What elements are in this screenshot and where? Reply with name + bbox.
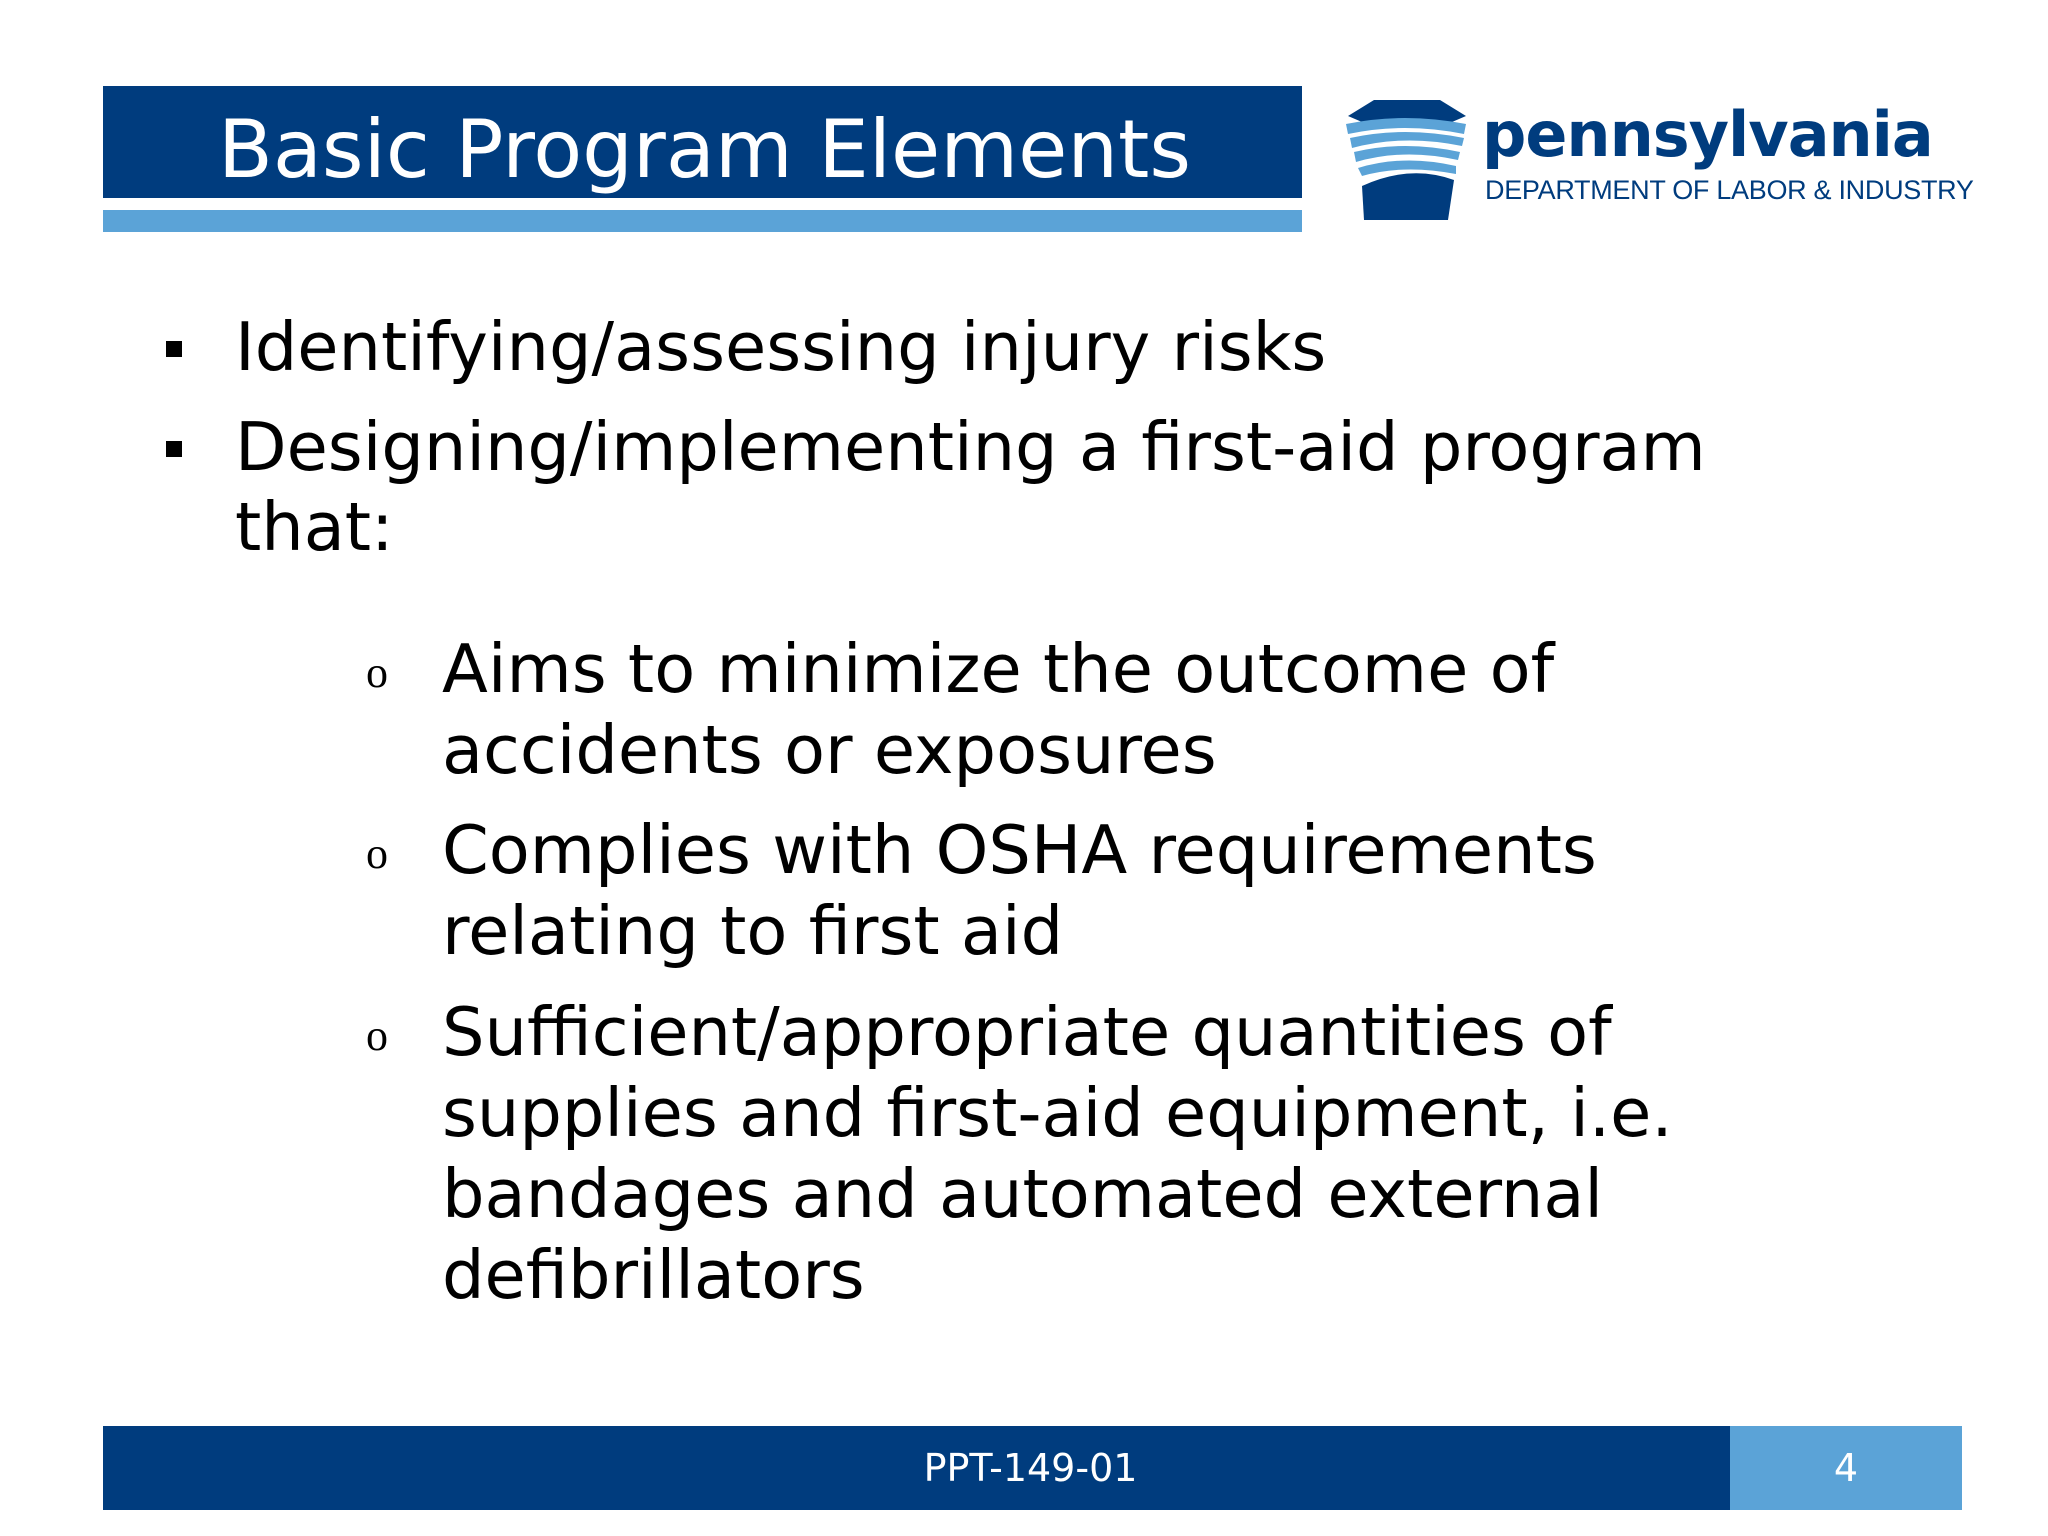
sub-bullet-text: supplies and first-aid equipment, i.e. (442, 1074, 1673, 1152)
square-bullet-icon (166, 441, 182, 457)
sub-bullet-text: Complies with OSHA requirements (442, 811, 1597, 889)
keystone-icon (1340, 94, 1472, 222)
title-underline (103, 210, 1302, 232)
bullet-text: Identifying/assessing injury risks (235, 308, 1327, 386)
sub-bullet-text: bandages and automated external (442, 1155, 1604, 1233)
sub-bullet-text: Sufficient/appropriate quantities of (442, 993, 1612, 1071)
bullet-text: Designing/implementing a first-aid program (235, 408, 1706, 486)
circle-bullet-icon: o (366, 1011, 388, 1060)
logo-wordmark: pennsylvania (1482, 98, 1933, 171)
circle-bullet-icon: o (366, 829, 388, 878)
page-number: 4 (1833, 1446, 1859, 1490)
sub-bullet-text: relating to first aid (442, 892, 1064, 970)
slide-title: Basic Program Elements (218, 103, 1192, 196)
footer-code: PPT-149-01 (923, 1446, 1138, 1490)
circle-bullet-icon: o (366, 648, 388, 697)
sub-bullet-text: defibrillators (442, 1236, 865, 1314)
logo-department: DEPARTMENT OF LABOR & INDUSTRY (1485, 175, 1974, 205)
sub-bullet-text: Aims to minimize the outcome of (442, 630, 1555, 708)
bullet-text: that: (235, 488, 394, 566)
sub-bullet-text: accidents or exposures (442, 711, 1217, 789)
pa-labor-industry-logo (1340, 92, 1980, 222)
square-bullet-icon (166, 341, 182, 357)
